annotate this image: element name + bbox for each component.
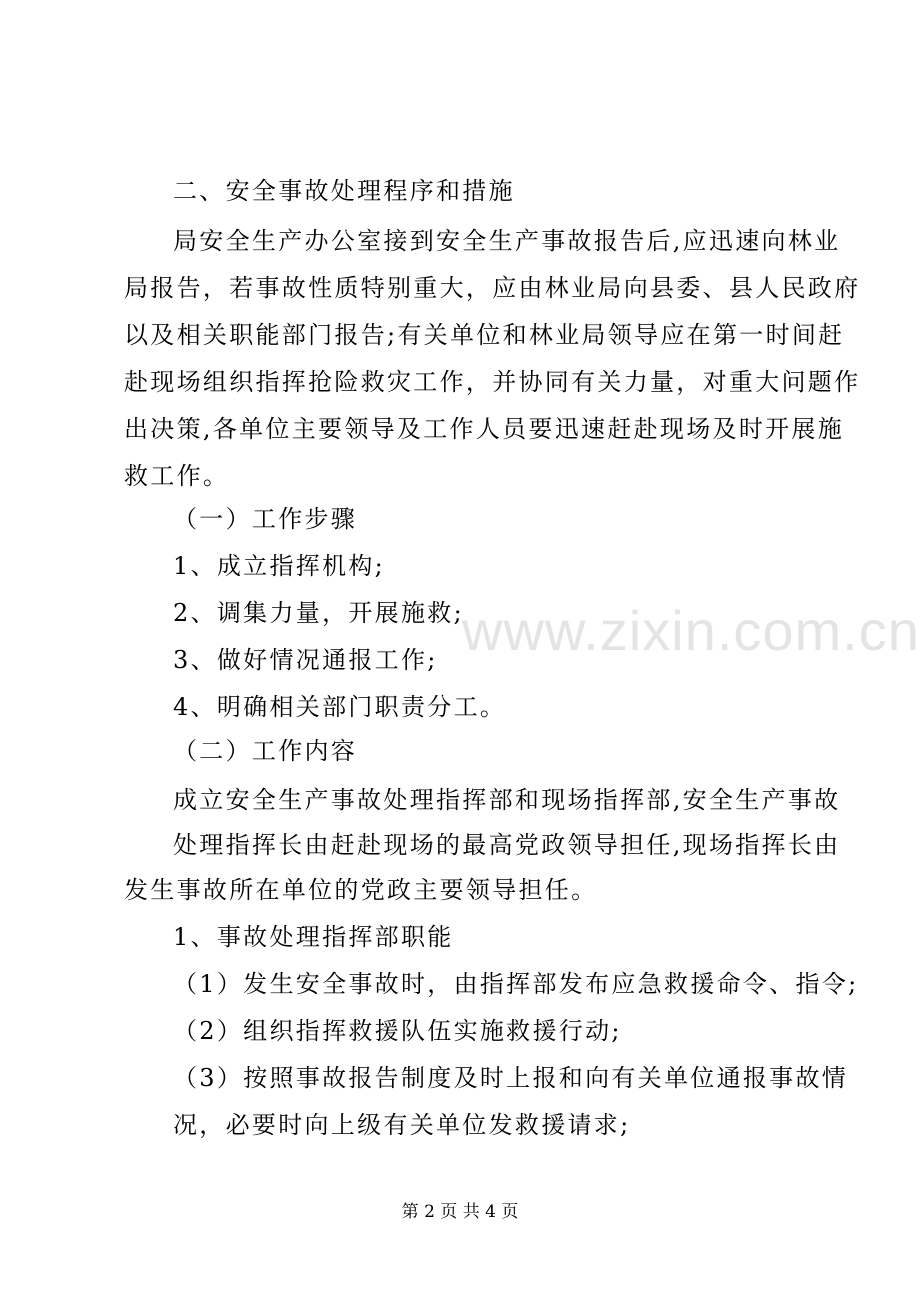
paragraph-line: 以及相关职能部门报告;有关单位和林业局领导应在第一时间赶 bbox=[124, 321, 845, 349]
list-item: 1、成立指挥机构; bbox=[173, 552, 386, 580]
paragraph-line: 局报告，若事故性质特别重大，应由林业局向县委、县人民政府 bbox=[124, 274, 861, 302]
subsection-heading: （一）工作步骤 bbox=[173, 505, 358, 533]
list-item-continuation: 况，必要时向上级有关单位发救援请求; bbox=[173, 1111, 631, 1139]
paragraph-line: 局安全生产办公室接到安全生产事故报告后,应迅速向林业 bbox=[173, 227, 841, 255]
watermark: www.zixin.com.cn bbox=[462, 599, 920, 662]
paragraph-line: 处理指挥长由赶赴现场的最高党政领导担任,现场指挥长由 bbox=[173, 831, 841, 859]
paragraph-line: 发生事故所在单位的党政主要领导担任。 bbox=[124, 876, 598, 904]
list-item: 3、做好情况通报工作; bbox=[173, 646, 438, 674]
list-item: （1）发生安全事故时，由指挥部发布应急救援命令、指令; bbox=[173, 970, 859, 998]
list-item: 4、明确相关部门职责分工。 bbox=[173, 693, 507, 721]
list-item: （3）按照事故报告制度及时上报和向有关单位通报事故情 bbox=[173, 1064, 849, 1092]
paragraph-line: 出决策,各单位主要领导及工作人员要迅速赶赴现场及时开展施 bbox=[124, 415, 845, 443]
list-heading: 1、事故处理指挥部职能 bbox=[173, 923, 454, 951]
section-heading: 二、安全事故处理程序和措施 bbox=[173, 177, 515, 205]
subsection-heading: （二）工作内容 bbox=[173, 737, 358, 765]
paragraph-line: 救工作。 bbox=[124, 462, 230, 490]
list-item: 2、调集力量，开展施救; bbox=[173, 599, 464, 627]
page-footer: 第 2 页 共 4 页 bbox=[401, 1202, 519, 1222]
paragraph-line: 赴现场组织指挥抢险救灾工作，并协同有关力量，对重大问题作 bbox=[124, 368, 861, 396]
paragraph-line: 成立安全生产事故处理指挥部和现场指挥部,安全生产事故 bbox=[173, 786, 841, 814]
list-item: （2）组织指挥救援队伍实施救援行动; bbox=[173, 1017, 622, 1045]
